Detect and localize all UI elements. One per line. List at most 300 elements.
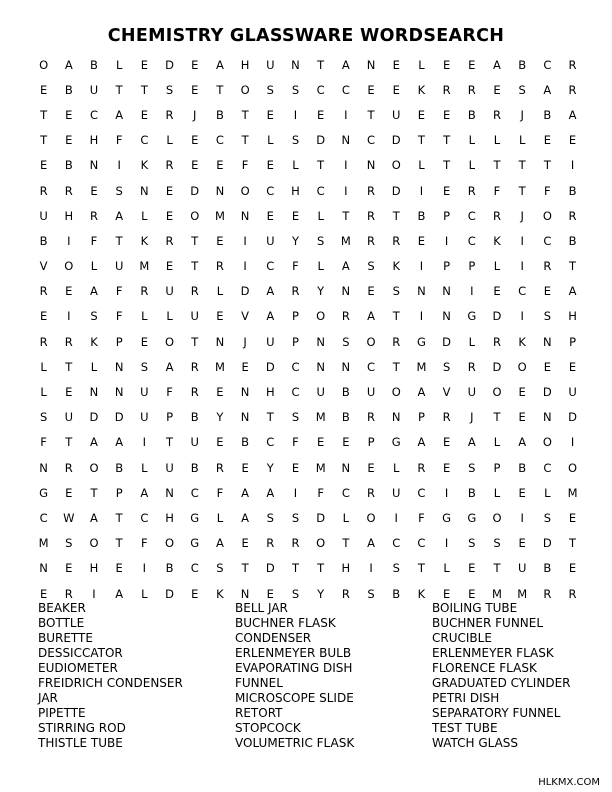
grid-letter: S (468, 460, 476, 475)
grid-letter: F (141, 536, 148, 551)
grid-letter: J (520, 208, 524, 223)
word-column (235, 601, 432, 751)
grid-letter: F (317, 485, 324, 500)
grid-letter: R (492, 334, 501, 349)
grid-letter: E (140, 57, 148, 72)
grid-letter: N (215, 334, 225, 349)
grid-letter: L (292, 158, 299, 173)
grid-letter: U (392, 485, 401, 500)
grid-letter: O (39, 57, 49, 72)
grid-letter: P (115, 485, 123, 500)
grid-letter: D (316, 510, 326, 525)
page-title: CHEMISTRY GLASSWARE WORDSEARCH (107, 26, 505, 46)
grid-letter: C (467, 233, 476, 248)
grid-letter: N (341, 460, 351, 475)
grid-letter: N (240, 385, 250, 400)
grid-letter: Y (291, 233, 299, 248)
grid-letter: H (89, 133, 99, 148)
word-item: TEST TUBE (432, 721, 498, 735)
grid-letter: L (418, 158, 425, 173)
grid-letter: D (240, 284, 250, 299)
grid-letter: R (467, 359, 476, 374)
grid-letter: S (291, 410, 300, 425)
grid-letter: L (141, 208, 148, 223)
grid-letter: R (467, 82, 476, 97)
grid-letter: E (342, 435, 350, 450)
grid-row (31, 153, 585, 178)
grid-letter: P (493, 460, 501, 475)
grid-letter: M (315, 460, 326, 475)
grid-letter: G (467, 309, 477, 324)
grid-letter: R (543, 259, 552, 274)
word-column (432, 601, 592, 751)
grid-letter: N (543, 334, 552, 349)
grid-letter: U (467, 385, 476, 400)
grid-letter: A (215, 57, 224, 72)
grid-letter: U (140, 410, 149, 425)
grid-letter: M (492, 586, 502, 601)
grid-letter: O (492, 385, 502, 400)
grid-letter: E (65, 485, 73, 500)
grid-letter: R (467, 183, 476, 198)
grid-letter: F (241, 158, 249, 173)
grid-letter: S (442, 359, 451, 374)
grid-letter: E (543, 284, 551, 299)
grid-letter: R (165, 158, 174, 173)
grid-letter: O (391, 158, 401, 173)
grid-letter: U (89, 82, 99, 97)
grid-letter: A (115, 435, 124, 450)
grid-letter: S (165, 82, 174, 97)
grid-letter: I (570, 435, 575, 450)
grid-letter: K (417, 82, 426, 97)
grid-letter: M (567, 485, 578, 500)
grid-letter: R (291, 536, 300, 551)
word-item: DESSICCATOR (38, 646, 123, 660)
grid-letter: R (165, 233, 174, 248)
grid-row (31, 128, 585, 153)
grid-letter: G (39, 485, 49, 500)
grid-letter: D (190, 183, 200, 198)
grid-letter: L (141, 586, 148, 601)
grid-letter: T (216, 82, 224, 97)
site-credit: HLKMX.COM (538, 777, 600, 788)
grid-letter: E (165, 208, 174, 223)
grid-letter: E (39, 586, 48, 601)
grid-letter: O (517, 359, 527, 374)
grid-letter: O (391, 385, 401, 400)
grid-letter: O (316, 309, 326, 324)
grid-letter: R (543, 586, 552, 601)
grid-letter: L (317, 259, 324, 274)
grid-letter: U (266, 57, 275, 72)
grid-letter: T (266, 410, 274, 425)
grid-letter: L (141, 309, 148, 324)
grid-letter: S (468, 536, 476, 551)
grid-letter: N (240, 410, 250, 425)
grid-letter: S (115, 183, 123, 198)
grid-letter: A (493, 57, 501, 72)
grid-letter: T (493, 410, 501, 425)
grid-letter: I (243, 233, 247, 248)
grid-letter: E (216, 385, 224, 400)
grid-letter: C (543, 460, 552, 475)
grid-letter: R (64, 183, 73, 198)
grid-letter: E (241, 460, 249, 475)
grid-letter: E (241, 359, 249, 374)
grid-letter: T (569, 536, 577, 551)
grid-letter: E (140, 107, 148, 122)
grid-letter: B (518, 57, 527, 72)
grid-letter: C (89, 107, 98, 122)
grid-letter: F (418, 510, 425, 525)
grid-letter: L (468, 158, 475, 173)
grid-letter: T (241, 107, 249, 122)
grid-letter: E (367, 284, 375, 299)
grid-letter: E (191, 158, 199, 173)
word-item: SEPARATORY FUNNEL (432, 706, 561, 720)
grid-letter: R (367, 208, 376, 223)
grid-letter: N (240, 208, 250, 223)
grid-letter: E (65, 284, 73, 299)
grid-letter: R (341, 586, 350, 601)
grid-letter: T (191, 233, 199, 248)
grid-letter: R (190, 359, 199, 374)
grid-letter: E (266, 158, 274, 173)
grid-letter: R (190, 284, 199, 299)
grid-row (31, 178, 585, 203)
grid-letter: H (568, 309, 577, 324)
grid-letter: A (90, 284, 98, 299)
grid-letter: E (291, 460, 300, 475)
grid-letter: E (191, 57, 199, 72)
grid-letter: R (64, 586, 73, 601)
grid-letter: A (115, 586, 124, 601)
grid-letter: V (241, 309, 250, 324)
grid-letter: J (520, 107, 524, 122)
word-item: GRADUATED CYLINDER (432, 676, 571, 690)
grid-letter: T (493, 561, 501, 576)
grid-letter: Y (216, 410, 224, 425)
grid-letter: C (190, 561, 199, 576)
word-item: THISTLE TUBE (38, 736, 123, 750)
grid-letter: B (467, 485, 476, 500)
grid-letter: T (392, 359, 400, 374)
grid-letter: T (241, 133, 249, 148)
grid-letter: U (392, 107, 401, 122)
grid-letter: L (342, 510, 350, 525)
grid-row (31, 329, 585, 354)
grid-letter: A (367, 309, 375, 324)
grid-letter: U (64, 410, 73, 425)
grid-letter: E (317, 435, 325, 450)
grid-letter: E (266, 107, 274, 122)
grid-letter: E (165, 183, 174, 198)
word-item: FLORENCE FLASK (432, 661, 537, 675)
grid-letter: A (266, 309, 275, 324)
grid-letter: I (142, 435, 147, 450)
word-item: EVAPORATING DISH (235, 661, 353, 675)
grid-letter: E (367, 82, 375, 97)
grid-letter: F (115, 284, 123, 299)
grid-letter: B (341, 410, 350, 425)
grid-letter: U (266, 233, 275, 248)
grid-letter: R (39, 284, 48, 299)
grid-letter: L (115, 57, 123, 72)
grid-letter: L (141, 460, 148, 475)
grid-letter: I (243, 259, 247, 274)
word-item: BEAKER (38, 601, 86, 615)
word-item: BURETTE (38, 631, 93, 645)
grid-letter: N (215, 183, 225, 198)
grid-letter: N (89, 385, 99, 400)
grid-letter: S (65, 536, 73, 551)
grid-letter: E (191, 586, 199, 601)
grid-row (31, 480, 585, 505)
grid-letter: F (216, 485, 224, 500)
grid-letter: R (492, 208, 501, 223)
grid-letter: D (542, 536, 552, 551)
word-item: VOLUMETRIC FLASK (235, 736, 355, 750)
word-item: WATCH GLASS (432, 736, 519, 750)
grid-letter: D (265, 561, 275, 576)
grid-letter: S (543, 309, 551, 324)
grid-letter: I (117, 158, 121, 173)
grid-letter: L (90, 359, 98, 374)
grid-letter: B (417, 208, 426, 223)
grid-letter: D (265, 359, 275, 374)
grid-letter: T (518, 183, 526, 198)
grid-letter: T (543, 158, 551, 173)
grid-letter: I (344, 183, 348, 198)
grid-letter: S (342, 334, 350, 349)
grid-letter: L (493, 435, 501, 450)
grid-letter: T (140, 82, 148, 97)
grid-letter: B (90, 57, 98, 72)
grid-letter: I (293, 107, 298, 122)
grid-letter: P (569, 334, 576, 349)
grid-letter: Y (266, 460, 274, 475)
grid-letter: G (442, 510, 452, 525)
grid-letter: R (64, 334, 73, 349)
grid-letter: A (518, 435, 527, 450)
grid-letter: A (140, 485, 149, 500)
grid-letter: C (518, 284, 527, 299)
grid-letter: P (367, 435, 375, 450)
grid-letter: F (115, 309, 123, 324)
grid-letter: T (191, 259, 199, 274)
grid-letter: C (467, 208, 476, 223)
grid-letter: I (67, 233, 71, 248)
grid-letter: F (493, 183, 501, 198)
grid-letter: E (317, 107, 325, 122)
grid-letter: T (367, 107, 375, 122)
grid-letter: B (392, 586, 401, 601)
grid-letter: E (65, 107, 73, 122)
grid-letter: S (90, 309, 98, 324)
grid-letter: E (442, 586, 451, 601)
grid-letter: C (291, 385, 300, 400)
grid-letter: U (517, 561, 527, 576)
grid-letter: A (241, 485, 250, 500)
grid-letter: N (341, 284, 351, 299)
grid-letter: A (90, 510, 98, 525)
grid-letter: D (391, 133, 401, 148)
grid-letter: R (367, 410, 376, 425)
grid-letter: Y (317, 284, 325, 299)
grid-letter: E (216, 233, 224, 248)
grid-letter: I (444, 485, 449, 500)
grid-letter: E (216, 435, 224, 450)
grid-letter: D (114, 410, 124, 425)
grid-letter: A (341, 259, 350, 274)
grid-letter: I (394, 510, 398, 525)
grid-letter: I (520, 309, 524, 324)
grid-letter: U (165, 284, 174, 299)
grid-letter: T (115, 536, 123, 551)
grid-letter: M (517, 586, 528, 601)
grid-letter: T (417, 561, 425, 576)
grid-letter: A (115, 208, 124, 223)
grid-letter: R (266, 536, 275, 551)
grid-letter: R (417, 460, 426, 475)
grid-letter: E (39, 158, 48, 173)
grid-letter: R (367, 233, 376, 248)
grid-letter: N (89, 158, 99, 173)
grid-letter: U (190, 435, 199, 450)
grid-letter: T (317, 561, 325, 576)
grid-letter: E (493, 284, 501, 299)
grid-letter: O (316, 536, 326, 551)
grid-letter: R (568, 57, 577, 72)
grid-letter: S (543, 510, 551, 525)
grid-letter: I (419, 183, 424, 198)
grid-letter: H (89, 561, 99, 576)
grid-row (31, 304, 585, 329)
grid-letter: P (417, 410, 425, 425)
grid-letter: N (316, 359, 325, 374)
grid-letter: O (190, 208, 200, 223)
grid-letter: N (291, 57, 300, 72)
grid-letter: E (442, 57, 451, 72)
grid-letter: B (467, 107, 476, 122)
grid-letter: E (518, 385, 526, 400)
grid-letter: T (518, 158, 526, 173)
grid-letter: E (191, 82, 199, 97)
grid-letter: I (520, 510, 524, 525)
grid-letter: K (140, 158, 149, 173)
grid-letter: I (570, 158, 575, 173)
grid-letter: E (266, 208, 274, 223)
grid-letter: P (115, 334, 123, 349)
grid-letter: K (140, 233, 149, 248)
grid-letter: L (216, 284, 224, 299)
word-item: ERLENMEYER BULB (235, 646, 352, 660)
grid-letter: N (240, 586, 250, 601)
grid-letter: A (241, 510, 250, 525)
grid-letter: S (367, 586, 375, 601)
grid-letter: S (291, 510, 300, 525)
word-item: FREIDRICH CONDENSER (38, 676, 183, 690)
grid-letter: E (140, 334, 148, 349)
grid-letter: C (367, 359, 376, 374)
grid-letter: K (216, 586, 224, 601)
grid-letter: B (518, 460, 527, 475)
grid-letter: R (39, 183, 48, 198)
grid-row (31, 505, 585, 530)
grid-letter: P (443, 259, 451, 274)
grid-letter: S (266, 82, 274, 97)
word-item: BOILING TUBE (432, 601, 518, 615)
grid-letter: B (568, 183, 577, 198)
word-item: CRUCIBLE (432, 631, 492, 645)
grid-letter: L (493, 259, 501, 274)
grid-letter: T (417, 133, 425, 148)
grid-letter: L (40, 385, 47, 400)
grid-letter: R (140, 284, 149, 299)
grid-letter: C (543, 57, 552, 72)
grid-letter: T (342, 208, 350, 223)
grid-letter: U (266, 334, 275, 349)
grid-row (31, 430, 585, 455)
grid-letter: U (190, 309, 199, 324)
grid-letter: D (165, 586, 174, 601)
grid-letter: E (493, 82, 501, 97)
grid-letter: R (190, 385, 199, 400)
grid-letter: T (569, 259, 577, 274)
grid-letter: L (518, 133, 526, 148)
grid-letter: E (568, 359, 577, 374)
word-item: ERLENMEYER FLASK (432, 646, 554, 660)
grid-letter: A (165, 359, 174, 374)
grid-letter: M (416, 359, 427, 374)
grid-letter: F (292, 259, 299, 274)
grid-letter: C (291, 359, 300, 374)
grid-letter: J (193, 107, 197, 122)
grid-letter: H (291, 183, 300, 198)
grid-letter: F (90, 233, 98, 248)
grid-letter: L (468, 133, 475, 148)
grid-letter: M (315, 410, 326, 425)
grid-letter: P (443, 208, 451, 223)
grid-letter: B (215, 107, 224, 122)
grid-letter: G (467, 510, 477, 525)
grid-letter: P (292, 334, 299, 349)
grid-letter: L (216, 510, 224, 525)
grid-letter: T (392, 208, 400, 223)
grid-letter: E (543, 133, 551, 148)
grid-letter: I (369, 561, 373, 576)
grid-letter: R (39, 334, 48, 349)
grid-letter: R (568, 82, 577, 97)
grid-letter: R (392, 334, 401, 349)
grid-letter: E (417, 107, 426, 122)
grid-letter: E (266, 586, 274, 601)
grid-letter: S (367, 259, 375, 274)
grid-letter: S (317, 233, 325, 248)
grid-letter: O (492, 510, 502, 525)
grid-letter: A (115, 107, 124, 122)
grid-letter: N (39, 561, 48, 576)
grid-letter: E (392, 82, 400, 97)
grid-row (31, 52, 585, 77)
grid-letter: H (165, 510, 174, 525)
grid-letter: F (40, 435, 47, 450)
grid-letter: T (166, 435, 174, 450)
grid-row (31, 203, 585, 228)
letter-grid (31, 52, 585, 606)
grid-letter: A (543, 82, 552, 97)
